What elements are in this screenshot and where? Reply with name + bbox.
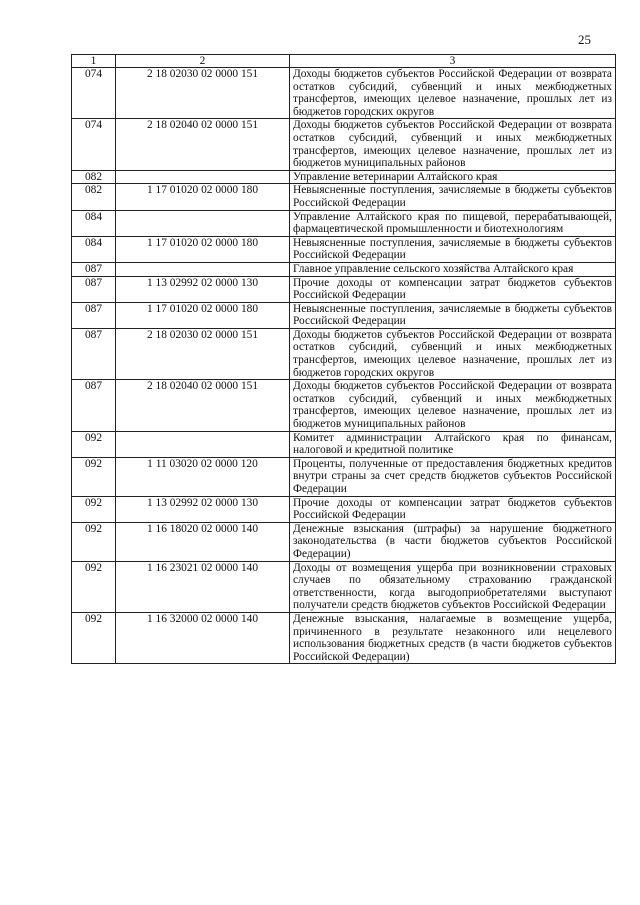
admin-code-cell: 087 — [72, 380, 116, 431]
column-header-2: 2 — [116, 55, 290, 68]
budget-classification-code-cell: 2 18 02040 02 0000 151 — [116, 380, 290, 431]
revenue-name-cell: Доходы бюджетов субъектов Российской Федерации от возврата остатков субсидий, субвенций и иных межбюджетных трансфертов, имеющих целевое назначение, прошлых лет из бюджетов муниципальных районов — [290, 119, 616, 170]
revenue-name-cell: Денежные взыскания, налагаемые в возмещение ущерба, причиненного в результате незаконного или нецелевого использования бюджетных средств (в части бюджетов субъектов Российской Федерации) — [290, 612, 616, 663]
table-row — [72, 431, 616, 457]
budget-classification-code-cell: 1 17 01020 02 0000 180 — [116, 302, 290, 328]
budget-classification-code-cell: 1 13 02992 02 0000 130 — [116, 276, 290, 302]
table-row — [72, 302, 616, 328]
admin-code-cell: 087 — [72, 328, 116, 379]
revenue-name-cell: Доходы от возмещения ущерба при возникновении страховых случаев по обязательному страхованию гражданской ответственности, когда выгодоприобретателями выступают получатели средств бюджетов субъектов Российской Федерации — [290, 561, 616, 612]
table-row — [72, 170, 616, 184]
budget-classification-code-cell: 1 16 23021 02 0000 140 — [116, 561, 290, 612]
revenue-name-cell: Проценты, полученные от предоставления бюджетных кредитов внутри страны за счет средств бюджетов субъектов Российской Федерации — [290, 457, 616, 496]
budget-classification-code-cell: 1 11 03020 02 0000 120 — [116, 457, 290, 496]
admin-code-cell: 087 — [72, 262, 116, 276]
admin-code-cell: 092 — [72, 431, 116, 457]
admin-code-cell: 074 — [72, 68, 116, 119]
revenue-name-cell: Прочие доходы от компенсации затрат бюджетов субъектов Российской Федерации — [290, 496, 616, 522]
budget-revenue-table — [71, 54, 616, 664]
admin-code-cell: 092 — [72, 522, 116, 561]
revenue-name-cell: Невыясненные поступления, зачисляемые в бюджеты субъектов Российской Федерации — [290, 184, 616, 210]
admin-code-cell: 092 — [72, 457, 116, 496]
table-row — [72, 262, 616, 276]
budget-classification-code-cell — [116, 210, 290, 236]
page-number: 25 — [578, 32, 591, 47]
revenue-name-cell: Главное управление сельского хозяйства Алтайского края — [290, 262, 616, 276]
admin-code-cell: 074 — [72, 119, 116, 170]
revenue-name-cell: Невыясненные поступления, зачисляемые в бюджеты субъектов Российской Федерации — [290, 236, 616, 262]
budget-classification-code-cell: 2 18 02030 02 0000 151 — [116, 328, 290, 379]
table-row — [72, 119, 616, 170]
admin-code-cell: 092 — [72, 496, 116, 522]
revenue-name-cell: Невыясненные поступления, зачисляемые в бюджеты субъектов Российской Федерации — [290, 302, 616, 328]
revenue-name-cell: Комитет администрации Алтайского края по финансам, налоговой и кредитной политике — [290, 431, 616, 457]
revenue-name-cell: Доходы бюджетов субъектов Российской Федерации от возврата остатков субсидий, субвенций и иных межбюджетных трансфертов, имеющих целевое назначение, прошлых лет из бюджетов городских округов — [290, 68, 616, 119]
table-row — [72, 210, 616, 236]
admin-code-cell: 087 — [72, 302, 116, 328]
table-row — [72, 380, 616, 431]
budget-classification-code-cell — [116, 431, 290, 457]
budget-classification-code-cell — [116, 170, 290, 184]
budget-classification-code-cell: 1 16 18020 02 0000 140 — [116, 522, 290, 561]
table-header-row — [72, 55, 616, 68]
admin-code-cell: 087 — [72, 276, 116, 302]
budget-classification-code-cell: 1 16 32000 02 0000 140 — [116, 612, 290, 663]
revenue-name-cell: Доходы бюджетов субъектов Российской Федерации от возврата остатков субсидий, субвенций и иных межбюджетных трансфертов, имеющих целевое назначение, прошлых лет из бюджетов муниципальных районов — [290, 380, 616, 431]
revenue-name-cell: Управление ветеринарии Алтайского края — [290, 170, 616, 184]
budget-classification-code-cell: 2 18 02040 02 0000 151 — [116, 119, 290, 170]
table-row — [72, 328, 616, 379]
budget-classification-code-cell: 1 17 01020 02 0000 180 — [116, 184, 290, 210]
admin-code-cell: 084 — [72, 236, 116, 262]
admin-code-cell: 082 — [72, 184, 116, 210]
admin-code-cell: 092 — [72, 561, 116, 612]
budget-classification-code-cell: 1 17 01020 02 0000 180 — [116, 236, 290, 262]
revenue-name-cell: Управление Алтайского края по пищевой, перерабатывающей, фармацевтической промышленности и биотехнологиям — [290, 210, 616, 236]
admin-code-cell: 082 — [72, 170, 116, 184]
revenue-name-cell: Доходы бюджетов субъектов Российской Федерации от возврата остатков субсидий, субвенций и иных межбюджетных трансфертов, имеющих целевое назначение, прошлых лет из бюджетов городских округов — [290, 328, 616, 379]
revenue-name-cell: Денежные взыскания (штрафы) за нарушение бюджетного законодательства (в части бюджетов субъектов Российской Федерации) — [290, 522, 616, 561]
budget-classification-code-cell: 2 18 02030 02 0000 151 — [116, 68, 290, 119]
column-header-1: 1 — [72, 55, 116, 68]
admin-code-cell: 084 — [72, 210, 116, 236]
table-row — [72, 236, 616, 262]
table-row — [72, 457, 616, 496]
table-row — [72, 612, 616, 663]
revenue-name-cell: Прочие доходы от компенсации затрат бюджетов субъектов Российской Федерации — [290, 276, 616, 302]
admin-code-cell: 092 — [72, 612, 116, 663]
table-row — [72, 184, 616, 210]
table-row — [72, 276, 616, 302]
budget-classification-code-cell — [116, 262, 290, 276]
table-row — [72, 68, 616, 119]
table-row — [72, 522, 616, 561]
table-row — [72, 561, 616, 612]
column-header-3: 3 — [290, 55, 616, 68]
table-row — [72, 496, 616, 522]
budget-classification-code-cell: 1 13 02992 02 0000 130 — [116, 496, 290, 522]
